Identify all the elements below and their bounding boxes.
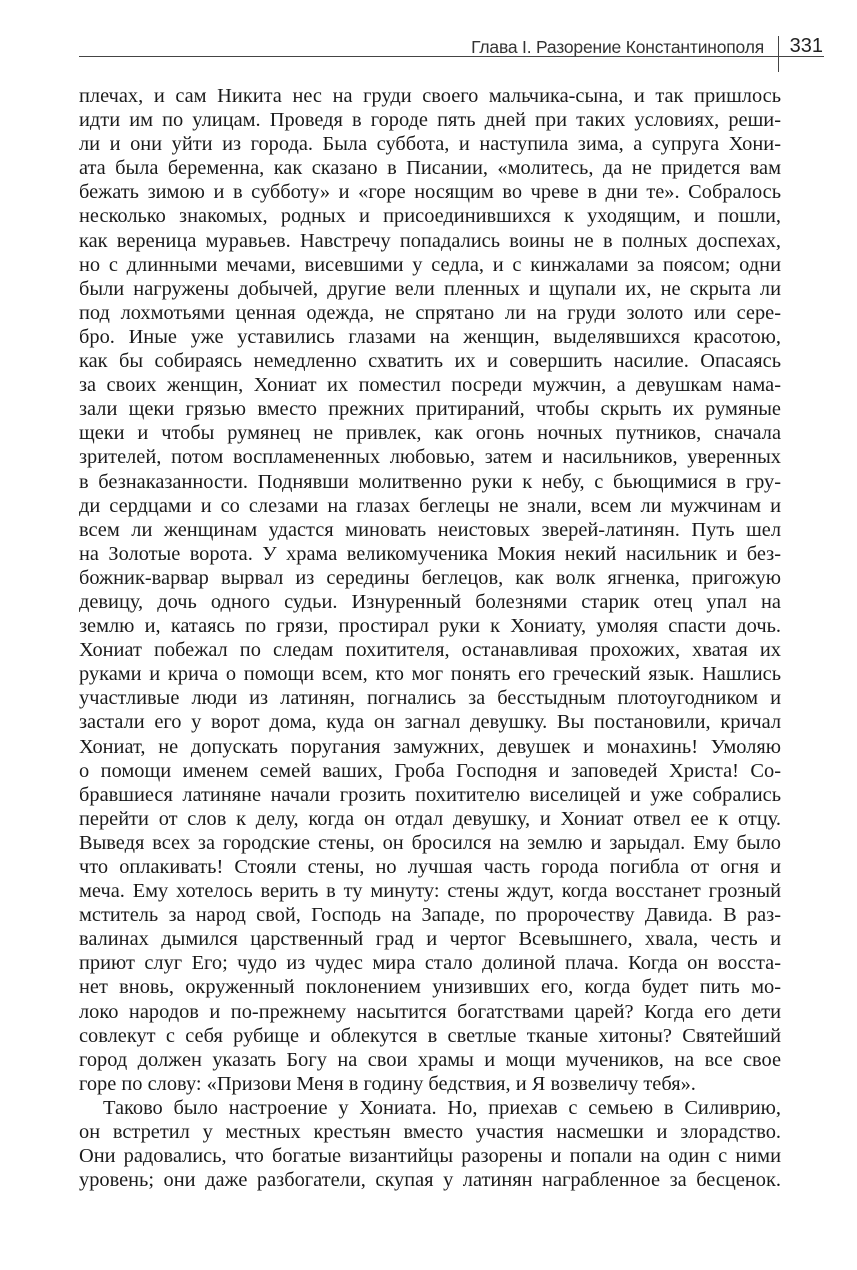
- text-line: Хониат, не допускать поругания замужних, девушек и монахинь! Умоляю: [79, 735, 781, 758]
- text-line: Таково было настроение у Хониата. Но, приехав с семьею в Силиврию,: [103, 1096, 781, 1119]
- text-line: мститель за народ свой, Господь на Западе, по пророчеству Давида. В раз-: [79, 904, 781, 927]
- text-line: приют слуг Его; чудо из чудес мира стало долиной плача. Когда он восста-: [79, 952, 781, 975]
- text-line: в безнаказанности. Поднявши молитвенно руки к небу, с бьющимися в гру-: [79, 470, 781, 493]
- page-number: 331: [789, 35, 823, 57]
- text-line: на Золотые ворота. У храма великомученика Мокия некий насильник и без-: [79, 542, 781, 565]
- running-header: [79, 34, 824, 58]
- text-line: горе по слову: «Призови Меня в годину бедствия, и Я возвеличу тебя».: [79, 1072, 696, 1095]
- paragraph: [79, 84, 781, 1096]
- text-line: но с длинными мечами, висевшими у седла, и с кинжалами за поясом; одни: [79, 253, 781, 276]
- header-rule: [79, 56, 824, 57]
- text-line: что оплакивать! Стояли стены, но лучшая часть города погибла от огня и: [79, 856, 781, 878]
- text-line: ли и они уйти из города. Была суббота, и наступила зима, а супруга Хони-: [79, 133, 781, 156]
- text-line: застали его у ворот дома, куда он загнал девушку. Вы постановили, кричал: [79, 711, 781, 734]
- text-line: бравшиеся латиняне начали грозить похитителю виселицей и уже собрались: [79, 783, 781, 806]
- text-line: Хониат побежал по следам похитителя, останавливая прохожих, хватая их: [79, 639, 781, 662]
- text-line: землю и, катаясь по грязи, простирал руки к Хониату, умоляя спасти дочь.: [79, 615, 781, 638]
- text-line: локо народов и по-прежнему насытится богатствами царей? Когда его дети: [79, 1000, 781, 1023]
- text-line: были нагружены добычей, другие вели пленных и щупали их, не скрыта ли: [79, 277, 781, 300]
- text-line: валинах дымился царственный град и чертог Всевышнего, хвала, честь и: [79, 928, 781, 951]
- text-line: идти им по улицам. Проведя в городе пять дней при таких условиях, реши-: [79, 109, 781, 132]
- text-line: плечах, и сам Никита нес на груди своего мальчика-сына, и так пришлось: [79, 85, 781, 107]
- text-line: несколько знакомых, родных и присоединившихся к уходящим, и пошли,: [79, 205, 781, 228]
- text-line: Они радовались, что богатые византийцы разорены и попали на один с ними: [79, 1145, 781, 1168]
- text-line: ата была беременна, как сказано в Писании, «молитесь, да не придется вам: [79, 157, 781, 180]
- text-line: девицу, дочь одного судьи. Изнуренный болезнями старик отец упал на: [79, 590, 781, 613]
- text-line: уровень; они даже разбогатели, скупая у латинян награбленное за бесценок.: [79, 1169, 781, 1192]
- text-line: как бы собираясь немедленно схватить их и совершить насилие. Опасаясь: [79, 350, 781, 373]
- text-line: совлекут с себя рубище и облекутся в светлые тканые хитоны? Святейший: [79, 1024, 781, 1047]
- header-divider-tick: [778, 36, 779, 72]
- text-line: божник-варвар вырвал из середины беглецов, как волк ягненка, пригожую: [79, 566, 781, 589]
- text-line: щеки и чтобы румянец не привлек, как огонь ночных путников, сначала: [79, 422, 781, 445]
- text-line: о помощи именем семей ваших, Гроба Господня и заповедей Христа! Со-: [79, 759, 781, 782]
- text-line: бро. Иные уже уставились глазами на женщин, выделявшихся красотою,: [79, 325, 781, 348]
- text-line: зрителей, потом воспламененных любовью, затем и насильников, уверенных: [79, 446, 781, 469]
- text-line: нет вновь, окруженный поклонением унизивших его, когда будет пить мо-: [79, 976, 781, 999]
- text-body: [79, 84, 781, 1192]
- text-line: город должен указать Богу на свои храмы и мощи мучеников, на все свое: [79, 1048, 781, 1071]
- text-line: меча. Ему хотелось верить в ту минуту: стены ждут, когда восстанет грозный: [79, 880, 781, 903]
- text-line: руками и крича о помощи всем, кто мог понять его греческий язык. Нашлись: [79, 663, 781, 686]
- text-line: всем ли женщинам удастся миновать неистовых зверей-латинян. Путь шел: [79, 518, 781, 541]
- text-line: как вереница муравьев. Навстречу попадались воины не в полных доспехах,: [79, 229, 781, 252]
- text-line: перейти от слов к делу, когда он отдал девушку, и Хониат отвел ее к отцу.: [79, 807, 781, 830]
- text-line: участливые люди из латинян, погнались за бесстыдным плотоугодником и: [79, 687, 781, 710]
- paragraph: [79, 1096, 781, 1192]
- text-line: ди сердцами и со слезами на глазах беглецы не знали, всем ли мужчинам и: [79, 494, 781, 517]
- text-line: бежать зимою и в субботу» и «горе носящим во чреве в дни те». Собралось: [79, 181, 781, 204]
- text-line: зали щеки грязью вместо прежних притираний, чтобы скрыть их румяные: [79, 398, 781, 421]
- text-line: под лохмотьями ценная одежда, не спрятано ли на груди золото или сере-: [79, 301, 781, 324]
- text-line: за своих женщин, Хониат их поместил посреди мужчин, а девушкам нама-: [79, 374, 781, 397]
- text-line: он встретил у местных крестьян вместо участия насмешки и злорадство.: [79, 1121, 781, 1144]
- text-line: Выведя всех за городские стены, он бросился на землю и зарыдал. Ему было: [79, 831, 781, 854]
- running-title: Глава I. Разорение Константинополя: [471, 37, 764, 57]
